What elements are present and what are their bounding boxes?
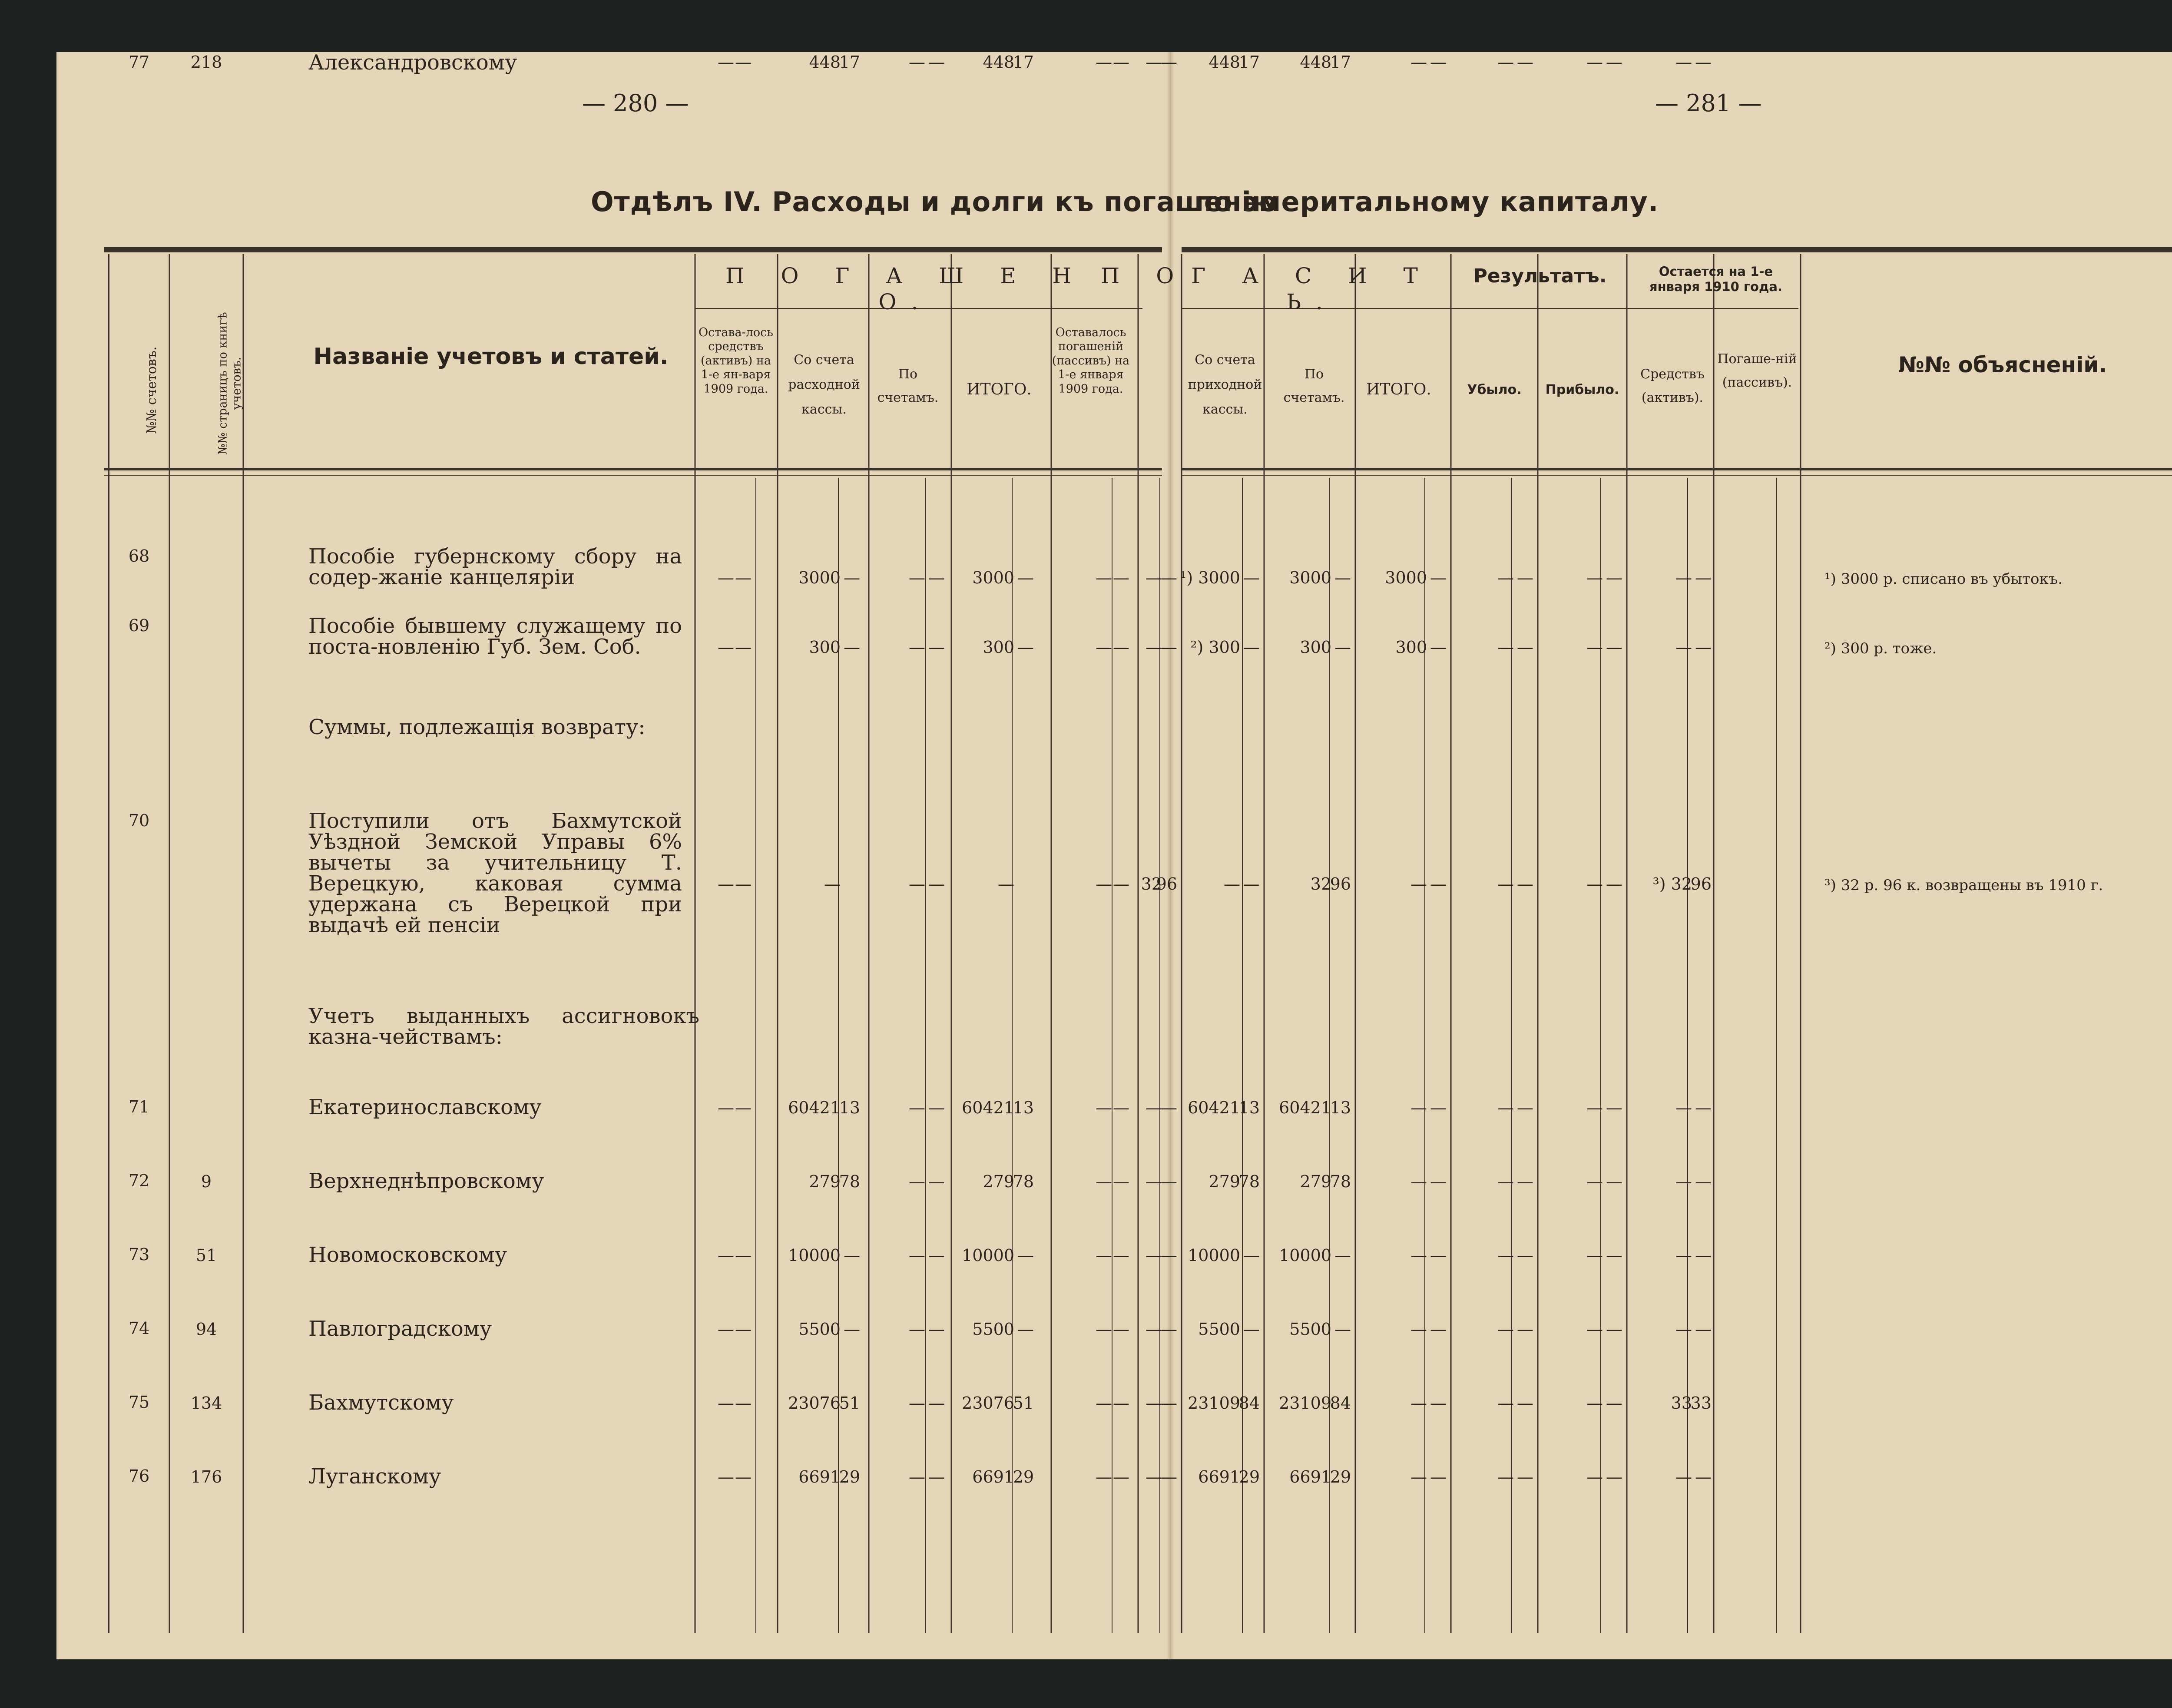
row-value-kopecks: —: [735, 874, 752, 894]
row-value-kopecks: 17: [839, 53, 860, 72]
row-value-rubles: —: [1096, 1320, 1112, 1339]
row-value-rubles: —: [909, 874, 925, 894]
header-assets: Средствъ (активъ).: [1640, 367, 1705, 405]
row-value-rubles: —: [1096, 53, 1112, 72]
row-item-name: Пособіе бывшему служащему по поста-новленію Губ. Зем. Соб.: [308, 614, 682, 659]
row-account-number: 68: [128, 546, 150, 566]
row-account-number: 77: [128, 53, 150, 72]
row-value-kopecks: —: [735, 1320, 752, 1339]
header-topay-income: Со счета приходной кассы.: [1188, 352, 1262, 417]
row-value-kopecks: —: [1113, 1320, 1129, 1339]
row-value-kopecks: —: [735, 568, 752, 587]
row-value-kopecks: 13: [1330, 1098, 1351, 1117]
row-value-rubles: —: [1586, 1394, 1603, 1413]
row-value-kopecks: —: [1113, 1098, 1129, 1117]
row-value-rubles: 5500: [1198, 1320, 1240, 1339]
row-value-kopecks: —: [1113, 568, 1129, 587]
row-value-rubles: —: [1675, 1320, 1692, 1339]
row-value-kopecks: —: [1161, 1172, 1177, 1191]
row-value-kopecks: 78: [1013, 1172, 1034, 1191]
row-value-kopecks: 51: [1013, 1394, 1034, 1413]
row-value-kopecks: —: [1430, 1172, 1447, 1191]
row-value-kopecks: —: [1243, 568, 1260, 587]
row-value-kopecks: —: [1695, 1246, 1712, 1265]
header-profit: Прибыло.: [1545, 382, 1619, 397]
row-page-number: 51: [195, 1246, 217, 1265]
header-account-numbers: №№ счетовъ.: [144, 346, 159, 434]
row-value-rubles: 23109: [1279, 1394, 1331, 1413]
row-value-rubles: —: [1497, 1320, 1514, 1339]
row-value-kopecks: 78: [1238, 1172, 1260, 1191]
row-value-kopecks: —: [1334, 568, 1351, 587]
row-value-rubles: 5500: [798, 1320, 841, 1339]
row-value-kopecks: —: [1161, 1320, 1177, 1339]
row-value-rubles: —: [1410, 1098, 1427, 1117]
row-value-rubles: 3000: [1289, 568, 1331, 587]
header-paid-remaining: Остава-лось средствъ (активъ) на 1-е ян-варя 1909 года.: [699, 326, 773, 396]
row-item-name: Поступили отъ Бахмутской Уѣздной Земской Управы 6% вычеты за учительницу Т. Верецкую, каковая сумма удержана съ Верецкой при выдачѣ ей пенсіи: [308, 809, 682, 937]
row-value-rubles: —: [1410, 1320, 1427, 1339]
row-value-kopecks: —: [1517, 1246, 1533, 1265]
row-item-name: Новомосковскому: [308, 1243, 507, 1267]
row-value-rubles: —: [1410, 1467, 1427, 1486]
row-value-rubles: —: [718, 1098, 734, 1117]
row-account-number: 73: [128, 1245, 150, 1264]
row-value-kopecks: —: [1695, 1320, 1712, 1339]
row-value-rubles: —: [1096, 1172, 1112, 1191]
row-account-number: 69: [128, 616, 150, 635]
row-item-name: Пособіе губернскому сбору на содер-жаніе канцеляріи: [308, 544, 682, 589]
row-value-rubles: 300: [809, 638, 841, 657]
row-value-rubles: —: [1675, 1467, 1692, 1486]
row-value-kopecks: 29: [1013, 1467, 1034, 1486]
row-note: ²) 300 р. тоже.: [1824, 640, 1937, 657]
row-value-rubles: 6691: [972, 1467, 1014, 1486]
row-value-rubles: 60421: [1279, 1098, 1331, 1117]
row-value-kopecks: —: [1113, 1467, 1129, 1486]
header-page-numbers: №№ страницъ по книгѣ учетовъ.: [216, 312, 244, 455]
row-value-kopecks: —: [1161, 638, 1177, 657]
row-value-kopecks: —: [1517, 568, 1533, 587]
row-value-rubles: —: [1497, 1394, 1514, 1413]
row-value-rubles: ²) 300: [1190, 638, 1240, 657]
row-page-number: 134: [190, 1394, 222, 1413]
row-value-rubles: —: [1675, 1098, 1692, 1117]
row-value-rubles: —: [1096, 1394, 1112, 1413]
row-value-kopecks: —: [1606, 1098, 1622, 1117]
row-value-rubles: 3000: [798, 568, 841, 587]
row-value-kopecks: —: [1161, 1467, 1177, 1486]
row-value-rubles: —: [909, 638, 925, 657]
row-value-kopecks: —: [928, 53, 945, 72]
row-value-kopecks: —: [1430, 53, 1447, 72]
row-value-rubles: —: [1410, 53, 1427, 72]
row-value-kopecks: —: [1113, 53, 1129, 72]
row-value-kopecks: —: [1161, 568, 1177, 587]
row-value-kopecks: —: [1161, 53, 1177, 72]
row-value-kopecks: —: [1017, 1246, 1034, 1265]
row-value-kopecks: 96: [1690, 874, 1712, 894]
row-value-kopecks: —: [1334, 1246, 1351, 1265]
row-value-rubles: —: [1146, 1320, 1162, 1339]
row-value-rubles: —: [909, 1172, 925, 1191]
row-value-rubles: —: [1497, 568, 1514, 587]
row-value-rubles: 33: [1671, 1394, 1692, 1413]
row-value-rubles: 10000: [962, 1246, 1014, 1265]
row-value-kopecks: —: [1606, 1394, 1622, 1413]
row-value-rubles: —: [1586, 1467, 1603, 1486]
row-value-rubles: 10000: [1188, 1246, 1240, 1265]
row-value-kopecks: 78: [839, 1172, 860, 1191]
row-value-rubles: 279: [983, 1172, 1014, 1191]
row-value-rubles: —: [1586, 874, 1603, 894]
row-value-kopecks: —: [1113, 638, 1129, 657]
row-value-rubles: —: [1410, 874, 1427, 894]
row-value-kopecks: 96: [1330, 874, 1351, 894]
row-page-number: 218: [190, 53, 222, 72]
row-value-kopecks: 96: [1156, 874, 1177, 894]
header-repayments: Погаше-ній (пассивъ).: [1717, 351, 1797, 390]
row-value-rubles: —: [718, 568, 734, 587]
row-value-rubles: —: [1146, 53, 1162, 72]
row-account-number: 76: [128, 1466, 150, 1486]
row-value-kopecks: 29: [839, 1467, 860, 1486]
row-value-kopecks: —: [1606, 1246, 1622, 1265]
header-group-paid: П О Г А Ш Е Н О.: [725, 263, 1086, 314]
row-value-rubles: —: [1497, 1467, 1514, 1486]
row-account-number: 72: [128, 1171, 150, 1190]
row-value-kopecks: 33: [1690, 1394, 1712, 1413]
row-value-rubles: —: [1146, 1394, 1162, 1413]
row-value-rubles: —: [909, 1394, 925, 1413]
row-value-kopecks: —: [1430, 568, 1447, 587]
row-value-rubles: —: [1096, 1467, 1112, 1486]
row-value-rubles: 448: [809, 53, 841, 72]
row-value-rubles: 448: [1209, 53, 1240, 72]
row-value-rubles: —: [909, 1246, 925, 1265]
row-value-rubles: —: [1497, 638, 1514, 657]
row-value-rubles: 10000: [1279, 1246, 1331, 1265]
row-item-name: Бахмутскому: [308, 1390, 454, 1415]
row-value-kopecks: —: [1695, 1467, 1712, 1486]
row-value-rubles: 5500: [972, 1320, 1014, 1339]
row-value-kopecks: —: [844, 568, 860, 587]
row-value-rubles: —: [909, 1467, 925, 1486]
section-heading: Учетъ выданныхъ ассигновокъ казна-чействамъ:: [308, 1004, 699, 1049]
row-value-kopecks: —: [1017, 568, 1034, 587]
row-value-kopecks: —: [735, 1394, 752, 1413]
row-value-kopecks: —: [735, 53, 752, 72]
row-item-name: Александровскому: [308, 50, 517, 75]
row-value-rubles: —: [1586, 1098, 1603, 1117]
row-value-rubles: —: [1146, 638, 1162, 657]
page-number-right: — 281 —: [1655, 89, 1762, 117]
row-value-rubles: —: [718, 1246, 734, 1265]
row-value-rubles: —: [824, 874, 841, 894]
row-value-kopecks: 13: [1238, 1098, 1260, 1117]
row-account-number: 70: [128, 811, 150, 830]
row-value-rubles: 60421: [788, 1098, 841, 1117]
row-value-rubles: —: [1586, 568, 1603, 587]
row-value-rubles: 448: [983, 53, 1014, 72]
row-value-kopecks: —: [928, 1246, 945, 1265]
row-value-rubles: —: [1497, 53, 1514, 72]
row-value-rubles: —: [718, 1394, 734, 1413]
header-group-topay-a: П О: [1100, 263, 1189, 288]
row-value-rubles: —: [1096, 1246, 1112, 1265]
row-value-rubles: 23076: [962, 1394, 1014, 1413]
header-paid-expense: Со счета расходной кассы.: [788, 352, 860, 417]
row-value-kopecks: —: [1113, 1246, 1129, 1265]
row-value-kopecks: —: [1517, 638, 1533, 657]
row-value-kopecks: 17: [1013, 53, 1034, 72]
row-value-rubles: 300: [983, 638, 1014, 657]
row-value-kopecks: —: [1695, 568, 1712, 587]
row-note: ¹) 3000 р. списано въ убытокъ.: [1824, 570, 2063, 588]
row-value-rubles: 279: [809, 1172, 841, 1191]
row-value-rubles: ¹) 3000: [1180, 568, 1240, 587]
row-value-rubles: 5500: [1289, 1320, 1331, 1339]
row-value-rubles: —: [1146, 1467, 1162, 1486]
header-paid-accounts: По счетамъ.: [877, 367, 939, 405]
row-value-kopecks: —: [1606, 1467, 1622, 1486]
row-value-rubles: —: [1675, 638, 1692, 657]
row-value-rubles: —: [909, 568, 925, 587]
header-group-remains: Остается на 1-е января 1910 года.: [1649, 264, 1782, 294]
row-value-kopecks: —: [928, 638, 945, 657]
row-value-rubles: 300: [1300, 638, 1331, 657]
row-value-kopecks: —: [1606, 1320, 1622, 1339]
row-value-rubles: —: [1497, 874, 1514, 894]
row-value-kopecks: 84: [1330, 1394, 1351, 1413]
row-value-kopecks: —: [928, 568, 945, 587]
row-page-number: 9: [201, 1172, 212, 1191]
row-value-rubles: —: [998, 874, 1014, 894]
row-value-kopecks: —: [735, 638, 752, 657]
row-value-rubles: 279: [1300, 1172, 1331, 1191]
row-value-kopecks: —: [1695, 1172, 1712, 1191]
page-number-left: — 280 —: [582, 89, 689, 117]
row-value-rubles: 300: [1395, 638, 1427, 657]
row-account-number: 71: [128, 1097, 150, 1116]
row-value-rubles: —: [1586, 1320, 1603, 1339]
row-value-rubles: 448: [1300, 53, 1331, 72]
row-value-rubles: —: [1146, 1172, 1162, 1191]
row-value-kopecks: —: [1517, 53, 1533, 72]
row-value-rubles: 60421: [962, 1098, 1014, 1117]
row-value-rubles: ³) 32: [1652, 874, 1692, 894]
header-group-topay-b: Г А С И Т Ь.: [1191, 263, 1433, 314]
header-topay-accounts: По счетамъ.: [1283, 367, 1345, 405]
row-value-kopecks: —: [1517, 1467, 1533, 1486]
row-value-kopecks: —: [1430, 874, 1447, 894]
row-value-kopecks: —: [1606, 1172, 1622, 1191]
row-account-number: 74: [128, 1319, 150, 1338]
row-item-name: Екатеринославскому: [308, 1095, 542, 1119]
header-paid-total: ИТОГО.: [967, 381, 1032, 398]
row-value-rubles: —: [909, 1098, 925, 1117]
row-value-rubles: 3000: [972, 568, 1014, 587]
row-value-rubles: —: [1675, 1246, 1692, 1265]
row-page-number: 176: [190, 1467, 222, 1486]
row-value-rubles: —: [1675, 568, 1692, 587]
row-value-kopecks: —: [1113, 874, 1129, 894]
row-value-kopecks: —: [1430, 1467, 1447, 1486]
row-value-rubles: 60421: [1188, 1098, 1240, 1117]
row-value-kopecks: —: [928, 1098, 945, 1117]
row-value-rubles: —: [1146, 568, 1162, 587]
section-title-right: по эмеритальному капиталу.: [1195, 186, 1659, 218]
row-item-name: Луганскому: [308, 1464, 441, 1489]
row-value-rubles: 279: [1209, 1172, 1240, 1191]
row-value-rubles: 3000: [1385, 568, 1427, 587]
row-value-kopecks: 78: [1330, 1172, 1351, 1191]
header-loss: Убыло.: [1467, 382, 1522, 397]
row-value-kopecks: —: [1113, 1394, 1129, 1413]
row-item-name: Павлоградскому: [308, 1317, 492, 1341]
row-value-kopecks: —: [928, 1172, 945, 1191]
header-topay-remaining: Оставалось погашеній (пассивъ) на 1-е января 1909 года.: [1052, 326, 1130, 396]
row-value-kopecks: 17: [1330, 53, 1351, 72]
row-value-kopecks: —: [1517, 1394, 1533, 1413]
row-value-rubles: —: [718, 1320, 734, 1339]
row-value-rubles: —: [1586, 638, 1603, 657]
row-value-kopecks: —: [1430, 1394, 1447, 1413]
row-value-kopecks: —: [1517, 874, 1533, 894]
row-value-kopecks: 29: [1238, 1467, 1260, 1486]
header-name: Названіе учетовъ и статей.: [313, 344, 669, 370]
row-page-number: 94: [195, 1320, 217, 1339]
row-value-rubles: —: [909, 1320, 925, 1339]
row-value-rubles: —: [1675, 1172, 1692, 1191]
row-value-kopecks: —: [1243, 874, 1260, 894]
row-value-rubles: —: [909, 53, 925, 72]
row-value-kopecks: —: [735, 1098, 752, 1117]
row-value-kopecks: 17: [1238, 53, 1260, 72]
row-value-kopecks: —: [1695, 638, 1712, 657]
row-value-kopecks: 51: [839, 1394, 860, 1413]
header-topay-total: ИТОГО.: [1366, 381, 1431, 398]
row-value-kopecks: 13: [839, 1098, 860, 1117]
row-value-rubles: —: [1497, 1246, 1514, 1265]
row-value-kopecks: —: [844, 1246, 860, 1265]
row-value-rubles: —: [1586, 1246, 1603, 1265]
row-value-kopecks: —: [1113, 1172, 1129, 1191]
row-value-rubles: —: [1497, 1098, 1514, 1117]
row-account-number: 75: [128, 1393, 150, 1412]
row-value-rubles: —: [718, 1467, 734, 1486]
row-value-rubles: 23109: [1188, 1394, 1240, 1413]
row-value-rubles: —: [1497, 1172, 1514, 1191]
row-value-kopecks: —: [1017, 1320, 1034, 1339]
ledger-spread: [56, 52, 2172, 1659]
row-value-kopecks: —: [1430, 1246, 1447, 1265]
row-value-kopecks: —: [844, 638, 860, 657]
row-value-rubles: —: [1096, 1098, 1112, 1117]
row-value-rubles: —: [1675, 53, 1692, 72]
row-value-kopecks: —: [928, 874, 945, 894]
row-value-rubles: —: [1586, 53, 1603, 72]
row-value-rubles: —: [1586, 1172, 1603, 1191]
row-value-kopecks: 29: [1330, 1467, 1351, 1486]
row-value-kopecks: —: [928, 1467, 945, 1486]
header-notes: №№ объясненій.: [1898, 352, 2107, 377]
row-item-name: Верхнеднѣпровскому: [308, 1169, 544, 1193]
row-value-rubles: —: [1410, 1394, 1427, 1413]
row-value-rubles: 23076: [788, 1394, 841, 1413]
row-value-kopecks: 13: [1013, 1098, 1034, 1117]
row-value-kopecks: —: [1161, 1394, 1177, 1413]
row-value-kopecks: —: [1430, 1098, 1447, 1117]
row-value-rubles: —: [718, 638, 734, 657]
row-value-kopecks: —: [1517, 1320, 1533, 1339]
row-value-rubles: 10000: [788, 1246, 841, 1265]
row-value-kopecks: —: [1430, 1320, 1447, 1339]
row-value-rubles: 6691: [798, 1467, 841, 1486]
row-value-rubles: —: [1410, 1172, 1427, 1191]
header-group-result: Результатъ.: [1473, 265, 1607, 287]
row-value-rubles: —: [1096, 568, 1112, 587]
row-value-rubles: —: [1410, 1246, 1427, 1265]
row-value-kopecks: —: [1606, 568, 1622, 587]
row-value-rubles: —: [1146, 1246, 1162, 1265]
row-value-rubles: —: [1096, 638, 1112, 657]
row-value-kopecks: —: [1606, 874, 1622, 894]
row-value-kopecks: —: [1334, 1320, 1351, 1339]
section-title-left: Отдѣлъ IV. Расходы и долги къ погашенію: [591, 186, 1278, 218]
row-value-kopecks: —: [1517, 1098, 1533, 1117]
row-value-rubles: —: [1096, 874, 1112, 894]
row-value-rubles: —: [1146, 1098, 1162, 1117]
row-value-kopecks: —: [1161, 1098, 1177, 1117]
row-note: ³) 32 р. 96 к. возвращены въ 1910 г.: [1824, 877, 2103, 894]
row-value-kopecks: —: [735, 1246, 752, 1265]
row-value-kopecks: —: [1243, 1246, 1260, 1265]
row-value-kopecks: —: [1334, 638, 1351, 657]
row-value-kopecks: —: [1017, 638, 1034, 657]
row-value-kopecks: —: [1606, 638, 1622, 657]
row-value-kopecks: —: [1430, 638, 1447, 657]
row-value-rubles: —: [1224, 874, 1240, 894]
row-value-kopecks: —: [1243, 638, 1260, 657]
row-value-rubles: 6691: [1289, 1467, 1331, 1486]
row-value-kopecks: —: [1161, 1246, 1177, 1265]
row-value-kopecks: —: [928, 1394, 945, 1413]
row-value-kopecks: —: [1695, 53, 1712, 72]
row-value-kopecks: —: [1517, 1172, 1533, 1191]
row-value-rubles: 6691: [1198, 1467, 1240, 1486]
row-value-kopecks: —: [1606, 53, 1622, 72]
row-value-kopecks: —: [735, 1467, 752, 1486]
row-value-rubles: —: [718, 53, 734, 72]
row-value-kopecks: 84: [1238, 1394, 1260, 1413]
row-value-kopecks: —: [1243, 1320, 1260, 1339]
section-heading: Суммы, подлежащія возврату:: [308, 715, 646, 739]
row-value-kopecks: —: [928, 1320, 945, 1339]
row-value-rubles: 32: [1310, 874, 1331, 894]
row-value-kopecks: —: [844, 1320, 860, 1339]
row-value-rubles: —: [718, 874, 734, 894]
row-value-rubles: 32: [1141, 874, 1162, 894]
row-value-kopecks: —: [1695, 1098, 1712, 1117]
